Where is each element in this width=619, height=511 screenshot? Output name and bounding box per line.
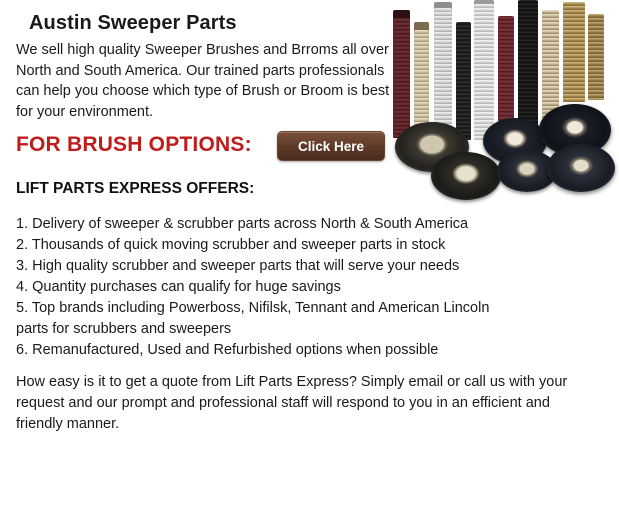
cylindrical-brush-4 [456, 22, 471, 140]
offers-heading: LIFT PARTS EXPRESS OFFERS: [16, 180, 255, 197]
intro-paragraph: We sell high quality Sweeper Brushes and Brroms all over North and South America. Our trained parts professionals can help you choose which type of Brush or Broom is best for your environment. [16, 42, 390, 120]
disc-brush-6 [547, 144, 615, 192]
cylindrical-brush-9 [563, 2, 585, 102]
offers-list [16, 214, 516, 361]
cylindrical-brush-3 [434, 8, 452, 138]
cylindrical-brush-5 [474, 4, 494, 140]
page-title: Austin Sweeper Parts [29, 12, 237, 34]
list-item: 2. Thousands of quick moving scrubber and sweeper parts in stock [16, 237, 446, 253]
list-item: 3. High quality scrubber and sweeper parts that will serve your needs [16, 258, 460, 274]
list-item: 4. Quantity purchases can qualify for huge savings [16, 279, 341, 295]
list-item: 1. Delivery of sweeper & scrubber parts across North & South America [16, 216, 469, 232]
sweeper-brushes-photo [387, 0, 619, 210]
list-item: 5. Top brands including Powerboss, Nifilsk, Tennant and American Lincoln parts for scrubbers and sweepers [16, 300, 490, 337]
list-item: 6. Remanufactured, Used and Refurbished options when possible [16, 342, 439, 358]
closing-paragraph: How easy is it to get a quote from Lift Parts Express? Simply email or call us with your request and our prompt and professional staff will respond to you in an efficient and friendly manner. [16, 374, 568, 432]
cylindrical-brush-10 [588, 14, 604, 100]
click-here-button[interactable]: Click Here [277, 131, 385, 161]
brush-options-heading: FOR BRUSH OPTIONS: [16, 133, 252, 156]
disc-brush-2 [431, 152, 501, 200]
